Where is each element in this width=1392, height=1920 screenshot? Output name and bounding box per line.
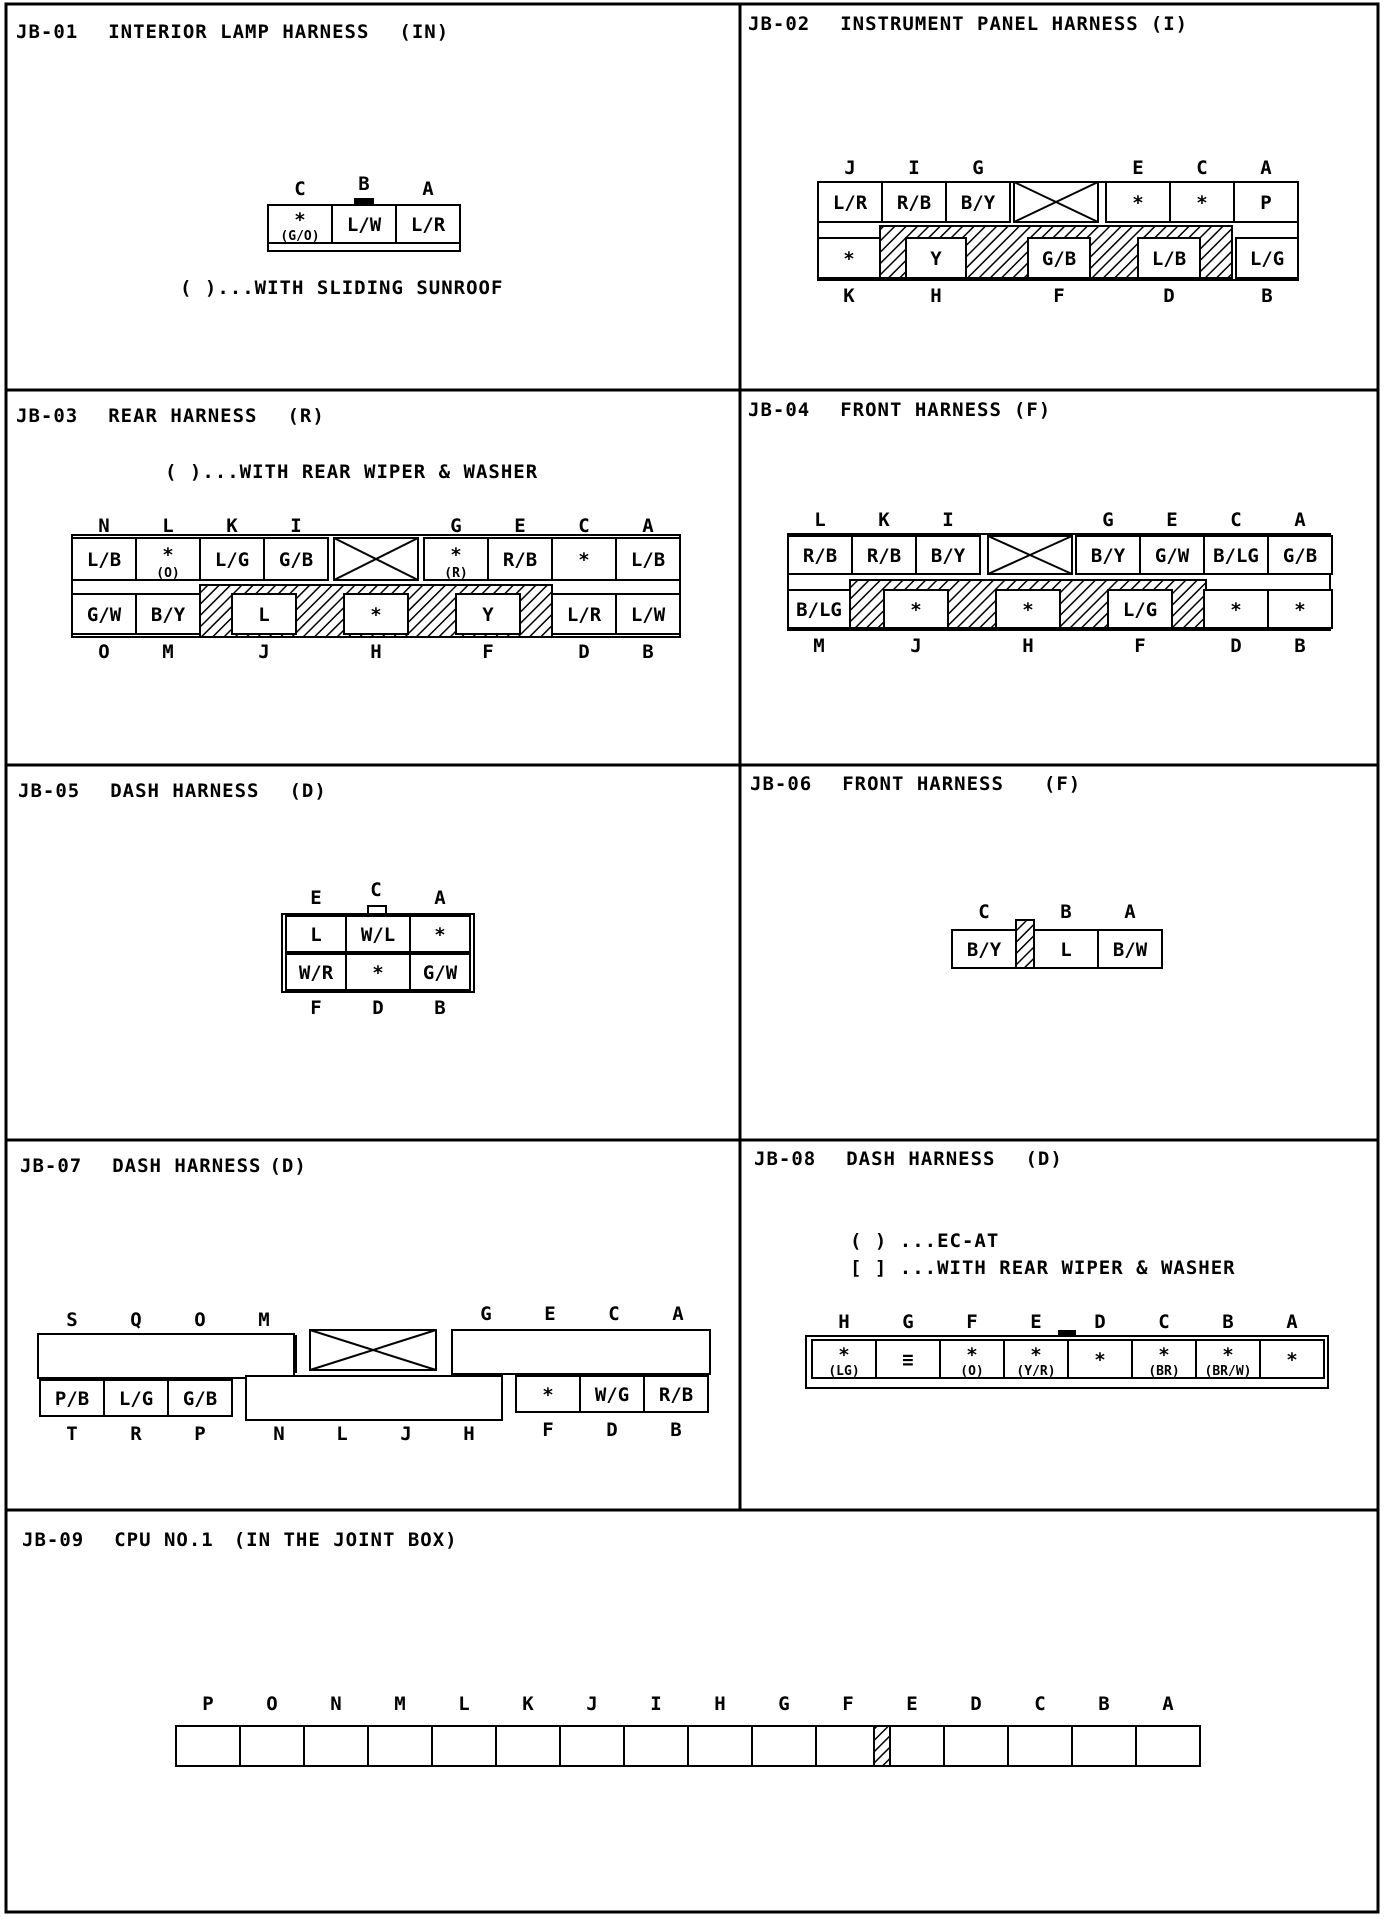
jb07-pin-letter-C: C [608,1303,620,1325]
jb09-pin-letter-O: O [266,1693,278,1715]
jb04-pin-letter-A: A [1294,509,1306,531]
jb03-top-row [72,515,680,581]
jb09-pin-letter-K: K [522,1693,534,1715]
jb04-pin-G-wire: B/Y [1090,545,1126,567]
jb03-pin-B-wire: L/W [630,604,666,626]
svg-text:JB-09CPU NO.1(IN THE JOINT BOX [22,1529,458,1551]
jb09-name: CPU NO.1 [114,1529,214,1551]
jb03-pin-H-wire: * [370,604,382,626]
jb05-pin-A-wire: * [434,924,446,946]
jb04-pin-letter-E: E [1166,509,1178,531]
jb07-right-housing [452,1330,710,1374]
jb02-pin-C-wire: * [1196,192,1208,214]
jb07-pin-letter-L: L [336,1423,348,1445]
jb03-note: ( )...WITH REAR WIPER & WASHER [165,461,539,483]
jb09-pin-letter-H: H [714,1693,726,1715]
jb02-pin-H-wire: Y [930,248,942,270]
jb03-pin-letter-M: M [162,641,174,663]
jb09-pin-F [816,1726,880,1766]
jb07-id: JB-07 [20,1155,83,1177]
jb02-pin-E-wire: * [1132,192,1144,214]
jb07-pin-letter-E: E [544,1303,556,1325]
jb01-pin-C-wire: * [294,209,306,231]
jb07-pin-F-wire: * [542,1384,554,1406]
jb02-pin-letter-F: F [1053,285,1065,307]
jb07-pin-T-wire: P/B [54,1388,90,1410]
jb08-id: JB-08 [754,1148,817,1170]
jb01-pin-letter-A: A [422,178,434,200]
jb01-pin-B-wire: L/W [346,214,382,236]
jb03-pin-L-wire: * [162,544,174,566]
jb02-pin-letter-C: C [1196,157,1208,179]
jb04-pin-F-wire: L/G [1122,599,1158,621]
jb09-pin-H [688,1726,752,1766]
jb08-pin-F-wire: * [966,1344,978,1366]
jb03-pin-letter-L: L [162,515,174,537]
jb08-pin-C-option-wire: (BR) [1148,1364,1180,1379]
jb03-pin-I-wire: G/B [278,549,314,571]
jb09-pin-B [1072,1726,1136,1766]
jb02-id: JB-02 [748,13,811,35]
jb08-lock-tab [1058,1330,1076,1336]
jb03-pin-letter-C: C [578,515,590,537]
jb06-pin-A-wire: B/W [1112,939,1148,961]
jb08-pin-letter-C: C [1158,1311,1170,1333]
jb08-pin-letter-B: B [1222,1311,1234,1333]
jb03-pin-M-wire: B/Y [150,604,186,626]
jb08-pin-letter-H: H [838,1311,850,1333]
svg-text:JB-08DASH HARNESS(D) [754,1148,1063,1170]
jb04-connector [788,509,1332,657]
jb09-pin-M [368,1726,432,1766]
jb08-pin-letter-F: F [966,1311,978,1333]
jb03-pin-letter-K: K [226,515,238,537]
jb04-pin-letter-K: K [878,509,890,531]
svg-text:JB-03REAR HARNESS(R) [16,405,325,427]
jb03-pin-A-wire: L/B [630,549,666,571]
jb03-pin-F-wire: Y [482,604,494,626]
jb07-pin-B-wire: R/B [658,1384,694,1406]
jb07-pin-letter-N: N [273,1423,285,1445]
jb02-pin-letter-K: K [843,285,855,307]
jb08-note-ec-at: ( ) ...EC-AT [850,1230,1000,1252]
jb08-pin-letter-A: A [1286,1311,1298,1333]
jb05-pin-letter-E: E [310,887,322,909]
jb06-pin-letter-B: B [1060,901,1072,923]
jb09-pin-letter-C: C [1034,1693,1046,1715]
jb09-pin-letter-F: F [842,1693,854,1715]
jb01-pin-letter-C: C [294,178,306,200]
jb08-pin-letter-D: D [1094,1311,1106,1333]
jb02-connector [818,157,1298,307]
jb05-pin-F-wire: W/R [298,962,334,984]
jb03-pin-letter-E: E [514,515,526,537]
jb02-pin-letter-J: J [844,157,856,179]
jb04-pin-B-wire: * [1294,599,1306,621]
svg-text:JB-06FRONT HARNESS(F) [750,773,1081,795]
jb09-pin-G [752,1726,816,1766]
jb03-connector [72,515,680,663]
jb08-pin-F-option-wire: (O) [960,1364,984,1379]
jb01-pin-letter-B: B [358,173,370,195]
jb01-id: JB-01 [16,21,79,43]
jb04-pin-letter-L: L [814,509,826,531]
jb05-pin-D-wire: * [372,962,384,984]
jb07-left-housing [38,1334,294,1378]
jb05-pin-letter-A: A [434,887,446,909]
jb03-pin-C-wire: * [578,549,590,571]
jb04-pin-C-wire: B/LG [1213,545,1259,567]
jb03-pin-G-option-wire: (R) [444,566,468,581]
jb02-code: (I) [1150,13,1189,35]
jb04-pin-A-wire: G/B [1282,545,1318,567]
svg-text:JB-04FRONT HARNESS(F) [748,399,1051,421]
jb01-lock-tab [354,198,374,205]
jb03-pin-O-wire: G/W [86,604,122,626]
jb04-id: JB-04 [748,399,811,421]
jb09-hatch-spacer [874,1726,890,1766]
jb06-pin-letter-C: C [978,901,990,923]
svg-text:JB-05DASH HARNESS(D) [18,780,327,802]
jb04-pin-letter-B: B [1294,635,1306,657]
jb01-connector [268,173,460,251]
jb04-pin-letter-F: F [1134,635,1146,657]
jb03-pin-N-wire: L/B [86,549,122,571]
jb07-pin-letter-J: J [400,1423,412,1445]
jb06-name: FRONT HARNESS [842,773,1004,795]
jb04-pin-letter-M: M [813,635,825,657]
jb04-name: FRONT HARNESS [840,399,1002,421]
jb05-pin-E-wire: L [310,924,322,946]
jb07-pin-letter-F: F [542,1419,554,1441]
jb06-code: (F) [1043,773,1082,795]
jb04-code: (F) [1013,399,1052,421]
jb06-pin-C-wire: B/Y [966,939,1002,961]
jb06-pin-letter-A: A [1124,901,1136,923]
jb03-pin-letter-J: J [258,641,270,663]
jb08-pin-H-wire: * [838,1344,850,1366]
jb03-pin-letter-D: D [578,641,590,663]
jb03-pin-E-wire: R/B [502,549,538,571]
jb03-pin-G-wire: * [450,544,462,566]
jb07-pin-letter-D: D [606,1419,618,1441]
jb03-pin-D-wire: L/R [566,604,602,626]
jb04-pin-L-wire: R/B [802,545,838,567]
jb02-pin-letter-H: H [930,285,942,307]
jb08-pin-letter-E: E [1030,1311,1042,1333]
jb03-pin-letter-G: G [450,515,462,537]
jb05-pin-C-wire: W/L [360,924,396,946]
jb09-pin-letter-L: L [458,1693,470,1715]
jb09-connector [176,1693,1200,1766]
jb03-pin-letter-N: N [98,515,110,537]
jb08-note-rear-wiper: [ ] ...WITH REAR WIPER & WASHER [850,1257,1236,1279]
jb04-pin-letter-C: C [1230,509,1242,531]
jb04-pin-letter-G: G [1102,509,1114,531]
jb04-pin-H-wire: * [1022,599,1034,621]
jb08-pin-B-wire: * [1222,1344,1234,1366]
jb09-pin-letter-D: D [970,1693,982,1715]
jb03-pin-letter-O: O [98,641,110,663]
jb02-top-row [818,157,1298,222]
jb07-pin-letter-O: O [194,1309,206,1331]
jb07-name: DASH HARNESS [112,1155,262,1177]
jb06-pin-B-wire: L [1060,939,1072,961]
jb09-pin-N [304,1726,368,1766]
jb07-pin-letter-A: A [672,1303,684,1325]
jb03-pin-letter-I: I [290,515,302,537]
jb01-pin-C-option-wire: (G/O) [280,229,320,244]
jb09-pin-letter-E: E [906,1693,918,1715]
jb05-pin-letter-D: D [372,997,384,1019]
jb09-pin-P [176,1726,240,1766]
jb08-pin-letter-G: G [902,1311,914,1333]
jb09-pin-A [1136,1726,1200,1766]
jb02-pin-J-wire: L/R [832,192,868,214]
jb09-pin-D [944,1726,1008,1766]
jb07-pin-letter-Q: Q [130,1309,142,1331]
jb04-pin-letter-H: H [1022,635,1034,657]
jb05-id: JB-05 [18,780,81,802]
jb04-pin-E-wire: G/W [1154,545,1190,567]
jb07-pin-P-wire: G/B [182,1388,218,1410]
jb07-pin-letter-H: H [463,1423,475,1445]
jb03-code: (R) [287,405,325,427]
jb03-bottom-row [72,594,680,663]
svg-text:JB-01INTERIOR LAMP HARNESS(IN) [16,21,449,43]
jb08-pin-B-option-wire: (BR/W) [1204,1364,1252,1379]
jb09-pin-letter-N: N [330,1693,342,1715]
jb03-pin-letter-F: F [482,641,494,663]
jb02-pin-letter-B: B [1261,285,1273,307]
jb09-pin-J [560,1726,624,1766]
jb01-name: INTERIOR LAMP HARNESS [108,21,370,43]
jb02-pin-letter-G: G [972,157,984,179]
jb03-pin-K-wire: L/G [214,549,250,571]
jb02-pin-B-wire: L/G [1249,248,1285,270]
jb05-connector [282,879,474,1019]
jb09-pin-I [624,1726,688,1766]
jb05-pin-B-wire: G/W [422,962,458,984]
jb09-pin-K [496,1726,560,1766]
jb03-name: REAR HARNESS [108,405,258,427]
jb05-pin-letter-C: C [370,879,382,901]
jb03-pin-letter-H: H [370,641,382,663]
jb02-name: INSTRUMENT PANEL HARNESS [840,13,1139,35]
jb09-pin-letter-I: I [650,1693,662,1715]
jb03-id: JB-03 [16,405,79,427]
jb07-code: (D) [269,1155,307,1177]
jb01-code: (IN) [399,21,450,43]
svg-text:JB-02INSTRUMENT PANEL HARNESS( [748,13,1188,35]
jb09-pin-letter-J: J [586,1693,598,1715]
jb09-pin-letter-P: P [202,1693,214,1715]
jb09-id: JB-09 [22,1529,85,1551]
jb02-pin-I-wire: R/B [896,192,932,214]
jb09-pin-letter-M: M [394,1693,406,1715]
jb08-pin-A-wire: * [1286,1349,1298,1371]
jb07-pin-letter-M: M [258,1309,270,1331]
jb04-pin-I-wire: B/Y [930,545,966,567]
jb04-pin-letter-I: I [942,509,954,531]
jb02-pin-F-wire: G/B [1041,248,1077,270]
jb02-pin-letter-A: A [1260,157,1272,179]
jb09-pin-letter-B: B [1098,1693,1110,1715]
connector-layer [38,157,1332,1766]
jb02-pin-D-wire: L/B [1151,248,1187,270]
jb07-pin-letter-P: P [194,1423,206,1445]
jb02-pin-K-wire: * [843,248,855,270]
jb01-connector-base [268,243,460,251]
jb08-pin-C-wire: * [1158,1344,1170,1366]
jb09-pin-C [1008,1726,1072,1766]
jb09-pin-L [432,1726,496,1766]
jb03-pin-letter-A: A [642,515,654,537]
jb07-mid-housing [246,1376,502,1420]
jb07-pin-letter-T: T [66,1423,78,1445]
jb06-id: JB-06 [750,773,813,795]
jb09-pin-letter-G: G [778,1693,790,1715]
jb02-pin-G-wire: B/Y [960,192,996,214]
jb05-name: DASH HARNESS [110,780,260,802]
jb07-pin-D-wire: W/G [594,1384,630,1406]
jb07-pin-R-wire: L/G [118,1388,154,1410]
jb05-lock-tab [368,906,386,914]
jb05-code: (D) [289,780,327,802]
jb04-pin-K-wire: R/B [866,545,902,567]
jb03-pin-letter-B: B [642,641,654,663]
jb03-pin-J-wire: L [258,604,270,626]
jb07-pin-letter-B: B [670,1419,682,1441]
jb04-pin-letter-D: D [1230,635,1242,657]
svg-text:JB-07DASH HARNESS(D) [20,1155,307,1177]
jb04-top-row [788,509,1332,574]
jb08-pin-E-wire: * [1030,1344,1042,1366]
jb09-pin-O [240,1726,304,1766]
jb08-connector [806,1311,1328,1388]
jb06-connector [952,901,1162,968]
jb01-pin-A-wire: L/R [410,214,446,236]
jb02-pin-A-wire: P [1260,192,1272,214]
jb04-pin-letter-J: J [910,635,922,657]
jb02-pin-letter-D: D [1163,285,1175,307]
jb09-code: (IN THE JOINT BOX) [233,1529,458,1551]
jb08-pin-E-option-wire: (Y/R) [1016,1364,1056,1379]
jb08-pin-D-wire: * [1094,1349,1106,1371]
jb07-connector [38,1303,710,1445]
jb05-pin-letter-F: F [310,997,322,1019]
jb08-pin-G-wire: ≡ [902,1349,914,1371]
jb08-pin-H-option-wire: (LG) [828,1364,860,1379]
jb08-name: DASH HARNESS [846,1148,996,1170]
jb09-pin-letter-A: A [1162,1693,1174,1715]
jb06-hatch-spacer [1016,920,1034,968]
jb02-pin-letter-I: I [908,157,920,179]
jb04-pin-J-wire: * [910,599,922,621]
jb07-pin-letter-S: S [66,1309,78,1331]
jb04-pin-D-wire: * [1230,599,1242,621]
jb07-pin-letter-R: R [130,1423,142,1445]
jb03-pin-L-option-wire: (O) [156,566,180,581]
jb01-note: ( )...WITH SLIDING SUNROOF [180,277,504,299]
jb05-pin-letter-B: B [434,997,446,1019]
jb08-code: (D) [1025,1148,1063,1170]
jb07-pin-letter-G: G [480,1303,492,1325]
jb02-pin-letter-E: E [1132,157,1144,179]
jb04-pin-M-wire: B/LG [796,599,842,621]
